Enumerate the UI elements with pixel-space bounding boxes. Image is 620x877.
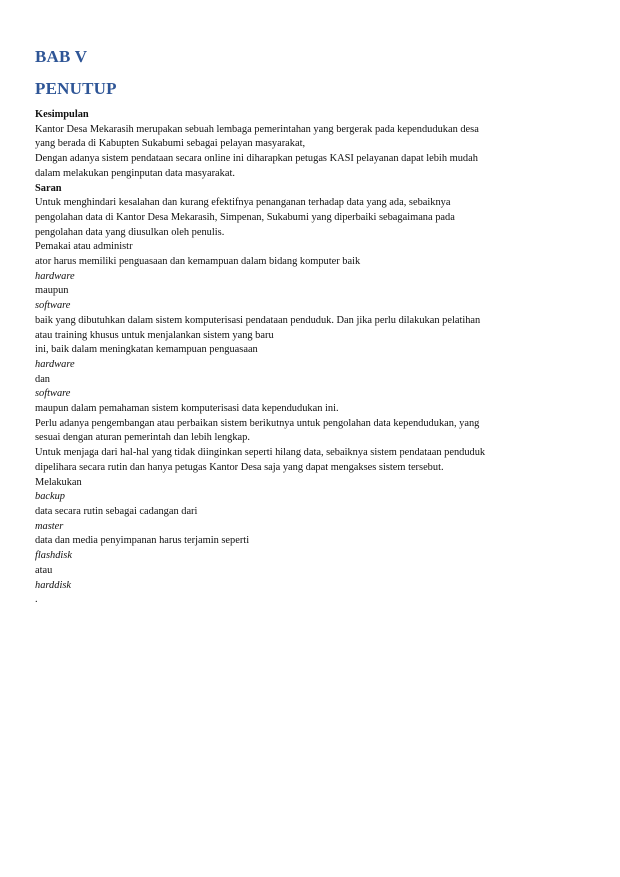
body-line: maupun dalam pemahaman sistem komputerisasi data kependudukan ini. — [35, 403, 339, 415]
body-line: dan — [35, 373, 51, 385]
chapter-title: PENUTUP — [35, 79, 117, 98]
italic-term: software — [35, 300, 71, 312]
body-line: Melakukan — [35, 476, 82, 488]
body-line: yang berada di Kabupten Sukabumi sebagai pelayan masyarakat, — [35, 138, 306, 150]
body-line: dalam melakukan penginputan data masyarakat. — [35, 167, 235, 179]
section-heading: Kesimpulan — [35, 109, 89, 120]
body-line: data secara rutin sebagai cadangan dari — [35, 505, 198, 517]
italic-term: flashdisk — [35, 550, 72, 562]
italic-term: master — [35, 520, 64, 532]
body-line: atau training khusus untuk menjalankan sistem yang baru — [35, 329, 274, 341]
body-line: Pemakai atau administr — [35, 241, 133, 253]
italic-term: hardware — [35, 270, 75, 282]
italic-term: software — [35, 388, 71, 400]
body-line: baik yang dibutuhkan dalam sistem komputerisasi pendataan penduduk. Dan jika perlu dilakukan pelatihan — [35, 314, 481, 326]
body-line: Untuk menjaga dari hal-hal yang tidak diinginkan seperti hilang data, sebaiknya sistem pendataan penduduk — [35, 447, 486, 459]
section-heading: Saran — [35, 182, 62, 194]
body-line: data dan media penyimpanan harus terjamin seperti — [35, 535, 250, 547]
body-line: . — [35, 594, 38, 606]
body-line: pengolahan data yang diusulkan oleh penulis. — [35, 226, 225, 238]
body-line: sesuai dengan aturan pemerintah dan lebih lengkap. — [35, 432, 250, 444]
italic-term: harddisk — [35, 579, 71, 591]
body-line: dipelihara secara rutin dan hanya petugas Kantor Desa saja yang dapat mengakses sistem tersebut. — [35, 461, 444, 473]
chapter-body — [35, 108, 585, 608]
body-line: ini, baik dalam meningkatan kemampuan penguasaan — [35, 344, 258, 356]
italic-term: hardware — [35, 358, 75, 370]
body-line: ator harus memiliki penguasaan dan kemampuan dalam bidang komputer baik — [35, 256, 361, 268]
body-line: maupun — [35, 285, 69, 297]
body-line: Kantor Desa Mekarasih merupakan sebuah lembaga pemerintahan yang bergerak pada kependudukan desa — [35, 123, 479, 135]
body-line: Dengan adanya sistem pendataan secara online ini diharapkan petugas KASI pelayanan dapat lebih mudah — [35, 153, 478, 165]
chapter-number: BAB V — [35, 47, 88, 66]
italic-term: backup — [35, 491, 66, 503]
body-line: Perlu adanya pengembangan atau perbaikan sistem berikutnya untuk pengolahan data kependudukan, yang — [35, 417, 480, 429]
body-line: atau — [35, 564, 53, 576]
body-line: pengolahan data di Kantor Desa Mekarasih, Simpenan, Sukabumi yang diperbaiki sebagaimana pada — [35, 211, 455, 223]
body-line: Untuk menghindari kesalahan dan kurang efektifnya penanganan terhadap data yang ada, sebaiknya — [35, 197, 451, 209]
